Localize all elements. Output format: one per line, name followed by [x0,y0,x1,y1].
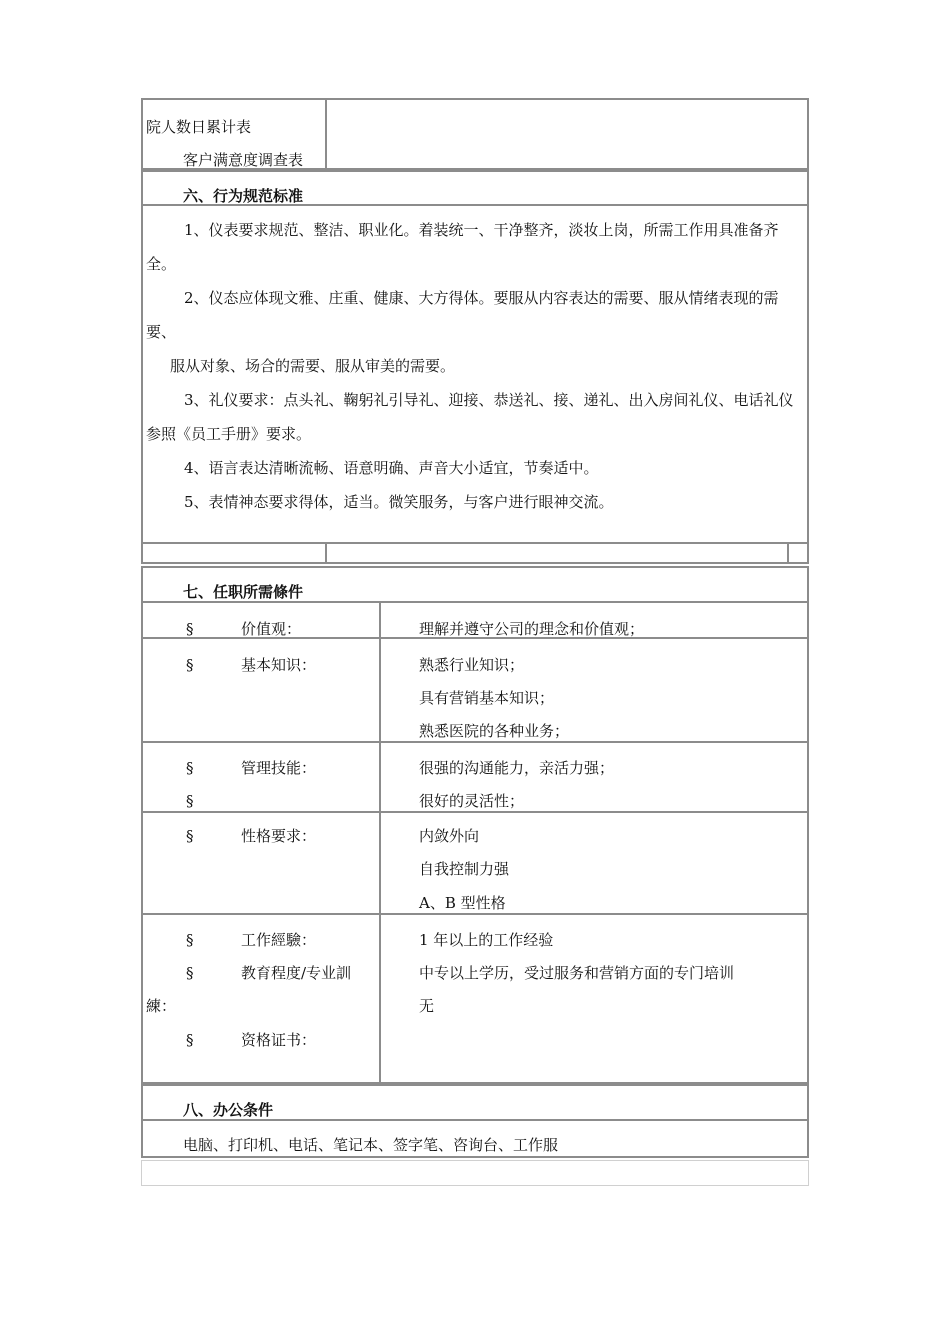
bullet-icon: § [186,964,194,982]
bullet-icon: § [186,827,194,845]
row-value-knowledge-3: 熟悉医院的各种业务； [419,722,570,740]
row-label-experience: 工作經驗： [241,931,317,949]
row-value-personality-1: 内敛外向 [419,827,480,845]
trailing-empty-row [141,1160,809,1186]
row-value-personality-3: A、B 型性格 [419,894,506,912]
section6-item-4: 4、语言表达清晰流畅、语意明确、声音大小适宜，节奏适中。 [184,459,599,477]
top-left-line2: 客户满意度调查表 [183,151,304,169]
bullet-icon: § [186,1031,194,1049]
row-label-education: 教育程度/专业訓 [241,964,352,982]
bullet-icon: § [186,620,194,638]
section7-heading: 七、任职所需條件 [183,583,304,601]
row-value-personality-2: 自我控制力强 [419,860,510,878]
row-value-knowledge-1: 熟悉行业知识； [419,656,525,674]
section6-body [146,213,802,519]
section6-item-1: 1、仪表要求规范、整洁、职业化。着装统一、干净整齐，淡妆上岗，所需工作用具准备齐全。 [146,221,779,273]
section7-row-divider-4 [141,913,809,915]
top-left-line1: 院人数日累计表 [146,118,252,136]
row-value-experience: 1 年以上的工作经验 [419,931,554,949]
separator-divider-1 [325,542,327,564]
bullet-icon: § [186,931,194,949]
row-value-management-2: 很好的灵活性； [419,792,525,810]
bullet-icon: § [186,792,194,810]
row-label-certificate: 资格证书： [241,1031,317,1049]
section6-item-3: 3、礼仪要求：点头礼、鞠躬礼引导礼、迎接、恭送礼、接、递礼、出入房间礼仪、电话礼仪参照《员工手册》要求。 [146,391,794,443]
row-label-education-cont: 練： [146,997,177,1015]
row-value-knowledge-2: 具有营销基本知识； [419,689,555,707]
separator-divider-2 [787,542,789,564]
separator-row [141,542,809,564]
section7-column-divider [379,601,381,1084]
top-table-divider [325,98,327,170]
row-label-knowledge: 基本知识： [241,656,317,674]
row-label-values: 价值观： [241,620,302,638]
section6-heading: 六、行为规范标准 [183,187,304,205]
row-label-personality: 性格要求： [241,827,317,845]
section6-item-2-cont: 服从对象、场合的需要、服从审美的需要。 [170,357,456,375]
section8-content: 电脑、打印机、电话、笔记本、签字笔、咨询台、工作服 [183,1136,559,1154]
row-value-values: 理解并遵守公司的理念和价值观； [419,620,645,638]
section8-heading: 八、办公条件 [183,1101,274,1119]
section6-item-2: 2、仪态应体现文雅、庄重、健康、大方得体。要服从内容表达的需要、服从情绪表现的需要、 [146,289,779,341]
section7-table [141,566,809,1084]
section7-row-divider-2 [141,741,809,743]
section7-row-divider-3 [141,811,809,813]
section6-item-5: 5、表情神态要求得体，适当。微笑服务，与客户进行眼神交流。 [184,493,614,511]
row-value-education: 中专以上学历，受过服务和营销方面的专门培训 [419,964,735,982]
row-label-management: 管理技能： [241,759,317,777]
bullet-icon: § [186,759,194,777]
row-value-certificate: 无 [419,997,435,1015]
row-value-management-1: 很强的沟通能力，亲活力强； [419,759,615,777]
bullet-icon: § [186,656,194,674]
